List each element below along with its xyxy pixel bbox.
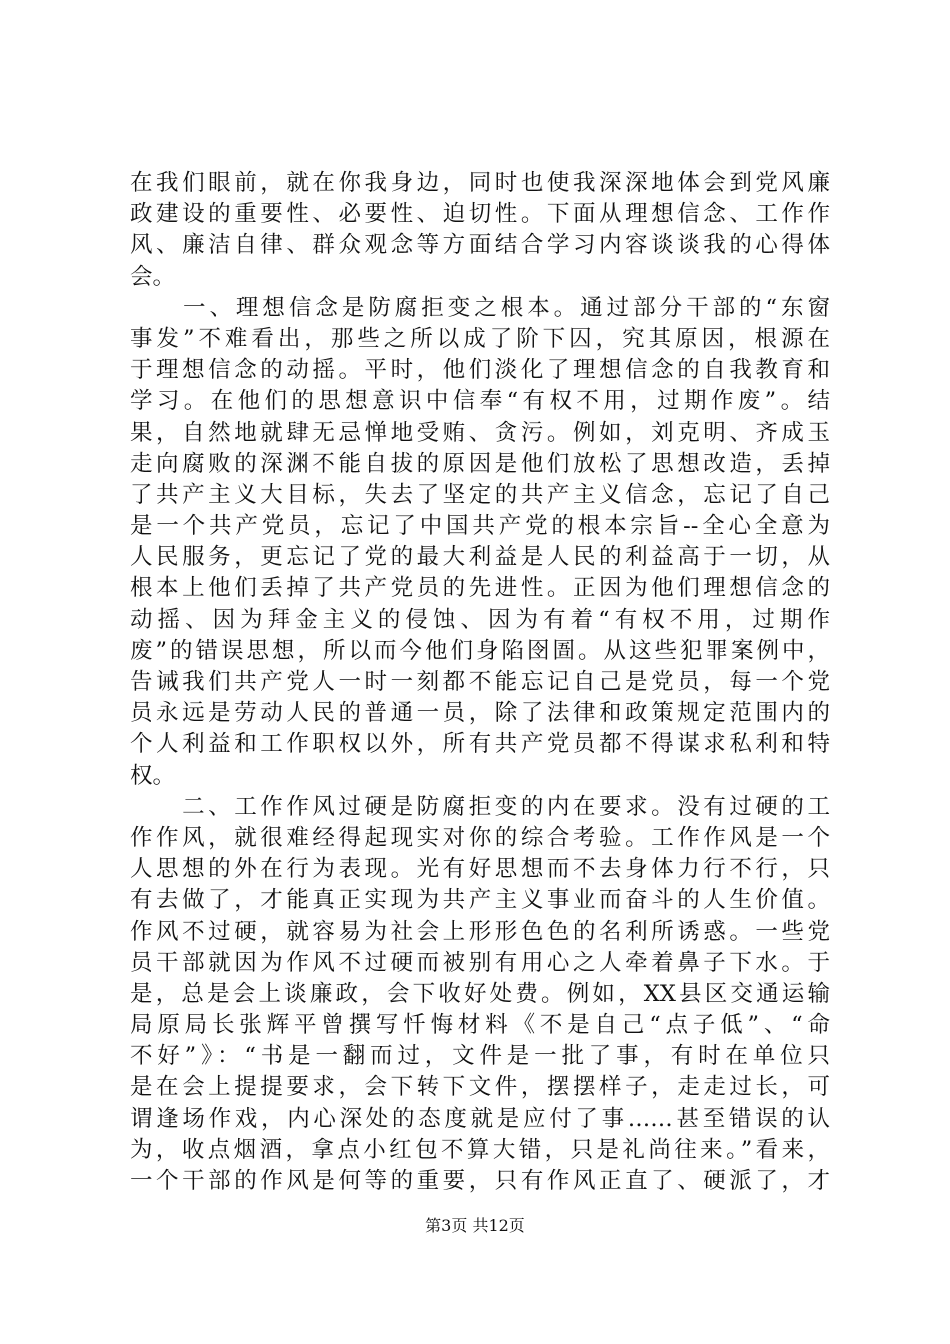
text-line: 是，总是会上谈廉政，会下收好处费。例如，XX县区交通运输	[130, 980, 830, 1007]
text-line: 政建设的重要性、必要性、迫切性。下面从理想信念、工作作	[130, 201, 830, 228]
page-footer: 第3页 共12页	[425, 1216, 525, 1235]
text-line: 作风不过硬，就容易为社会上形形色色的名利所诱惑。一些党	[130, 918, 830, 945]
text-line: 局原局长张辉平曾撰写忏悔材料《不是自己“点子低”、“命	[130, 1012, 830, 1039]
text-line: 学习。在他们的思想意识中信奉“有权不用，过期作废”。结	[130, 388, 830, 415]
text-line: 员干部就因为作风不过硬而被别有用心之人牵着鼻子下水。于	[130, 949, 830, 976]
document-body	[130, 168, 830, 1197]
text-line: 是在会上提提要求，会下转下文件，摆摆样子，走走过长，可	[130, 1074, 830, 1101]
text-line: 为，收点烟酒，拿点小红包不算大错，只是礼尚往来。”看来，	[130, 1136, 830, 1163]
text-line: 个人利益和工作职权以外，所有共产党员都不得谋求私利和特	[130, 731, 830, 758]
text-line: 一、理想信念是防腐拒变之根本。通过部分干部的“东窗	[130, 294, 830, 321]
text-line: 了共产主义大目标，失去了坚定的共产主义信念，忘记了自己	[130, 481, 830, 508]
text-line: 事发”不难看出，那些之所以成了阶下囚，究其原因，根源在	[130, 325, 830, 352]
text-line: 员永远是劳动人民的普通一员，除了法律和政策规定范围内的	[130, 700, 830, 727]
text-line: 作作风，就很难经得起现实对你的综合考验。工作作风是一个	[130, 824, 830, 851]
text-line: 人思想的外在行为表现。光有好思想而不去身体力行不行，只	[130, 856, 830, 883]
text-line: 风、廉洁自律、群众观念等方面结合学习内容谈谈我的心得体	[130, 232, 830, 259]
text-line: 一个干部的作风是何等的重要，只有作风正直了、硬派了，才	[130, 1168, 830, 1194]
text-line: 在我们眼前，就在你我身边，同时也使我深深地体会到党风廉	[130, 170, 830, 196]
text-line: 二、工作作风过硬是防腐拒变的内在要求。没有过硬的工	[130, 793, 830, 820]
text-line: 谓逢场作戏，内心深处的态度就是应付了事……甚至错误的认	[130, 1105, 830, 1132]
text-line: 于理想信念的动摇。平时，他们淡化了理想信念的自我教育和	[130, 357, 830, 384]
text-line: 权。	[130, 762, 176, 789]
text-line: 不好”》：“书是一翻而过，文件是一批了事，有时在单位只	[130, 1043, 830, 1070]
text-line: 果，自然地就肆无忌惮地受贿、贪污。例如，刘克明、齐成玉	[130, 419, 830, 446]
text-line: 走向腐败的深渊不能自拔的原因是他们放松了思想改造，丢掉	[130, 450, 830, 477]
text-line: 废”的错误思想，所以而今他们身陷囹圄。从这些犯罪案例中，	[130, 637, 830, 664]
text-line: 根本上他们丢掉了共产党员的先进性。正因为他们理想信念的	[130, 575, 830, 602]
text-line: 人民服务，更忘记了党的最大利益是人民的利益高于一切，从	[130, 544, 830, 571]
text-line: 有去做了，才能真正实现为共产主义事业而奋斗的人生价值。	[130, 887, 830, 914]
text-line: 告诫我们共产党人一时一刻都不能忘记自己是党员，每一个党	[130, 669, 830, 695]
text-line: 会。	[130, 263, 176, 290]
text-line: 动摇、因为拜金主义的侵蚀、因为有着“有权不用，过期作	[130, 606, 830, 633]
text-line: 是一个共产党员，忘记了中国共产党的根本宗旨--全心全意为	[130, 513, 830, 540]
